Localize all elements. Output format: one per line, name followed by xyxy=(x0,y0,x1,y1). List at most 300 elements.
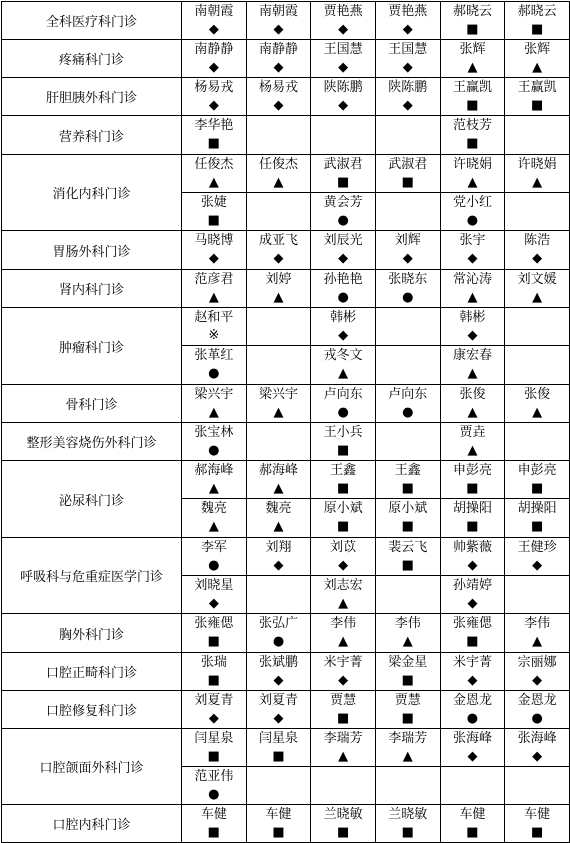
doctor-name: 刘文媛 xyxy=(517,272,557,287)
doctor-name: 贾慧 xyxy=(394,693,421,708)
session-symbol: ■ xyxy=(207,136,220,151)
table-row xyxy=(2,40,570,78)
session-symbol: ■ xyxy=(530,98,544,113)
doctor-cell xyxy=(505,538,570,576)
doctor-cell xyxy=(375,385,440,423)
doctor-cell xyxy=(505,40,570,78)
doctor-cell xyxy=(182,767,247,805)
doctor-cell xyxy=(440,576,505,614)
doctor-name: 车健 xyxy=(459,807,486,822)
doctor-cell xyxy=(182,423,247,461)
session-symbol: ● xyxy=(337,290,349,305)
session-symbol: ▲ xyxy=(467,405,478,420)
doctor-cell xyxy=(375,805,440,843)
table-row xyxy=(2,805,570,843)
session-symbol: ▲ xyxy=(467,60,478,75)
doctor-cell xyxy=(440,499,505,538)
session-symbol: ▲ xyxy=(273,481,284,496)
doctor-cell xyxy=(440,193,505,231)
session-symbol: ■ xyxy=(401,519,414,534)
doctor-name: 张弘广 xyxy=(258,616,298,631)
doctor-cell xyxy=(505,155,570,193)
department-name: 消化内科门诊 xyxy=(2,155,182,231)
department-name: 胸外科门诊 xyxy=(2,614,182,653)
session-symbol: ■ xyxy=(530,825,544,840)
session-symbol: ◆ xyxy=(273,22,284,37)
doctor-name: 卢向东 xyxy=(388,387,428,402)
doctor-cell xyxy=(440,308,505,346)
doctor-cell xyxy=(182,499,247,538)
doctor-name: 李瑞芳 xyxy=(388,731,428,746)
doctor-name: 宗丽娜 xyxy=(517,655,557,670)
doctor-cell xyxy=(375,40,440,78)
doctor-cell xyxy=(505,461,570,499)
doctor-name: 贾垚 xyxy=(459,425,486,440)
doctor-cell xyxy=(505,385,570,423)
session-symbol: ◆ xyxy=(208,60,219,75)
doctor-cell xyxy=(311,653,376,691)
doctor-cell xyxy=(440,653,505,691)
doctor-name: 梁金星 xyxy=(388,655,428,670)
session-symbol: ▲ xyxy=(467,175,478,190)
doctor-cell xyxy=(505,653,570,691)
table-row xyxy=(2,385,570,423)
doctor-name: 张俊 xyxy=(524,387,551,402)
doctor-name: 南朝霞 xyxy=(194,4,234,19)
doctor-cell xyxy=(311,231,376,270)
session-symbol: ■ xyxy=(401,673,414,688)
doctor-name: 刘辉 xyxy=(394,233,421,248)
doctor-cell xyxy=(375,691,440,729)
doctor-cell xyxy=(311,40,376,78)
session-symbol: ◆ xyxy=(273,60,284,75)
doctor-cell xyxy=(182,691,247,729)
session-symbol: ◆ xyxy=(467,749,478,764)
session-symbol: ■ xyxy=(466,634,479,649)
doctor-name: 张晓东 xyxy=(388,272,428,287)
doctor-cell xyxy=(375,538,440,576)
doctor-name: 任俊杰 xyxy=(258,157,298,172)
department-name: 胃肠外科门诊 xyxy=(2,231,182,270)
doctor-name: 张辉 xyxy=(459,42,486,57)
department-name: 口腔修复科门诊 xyxy=(2,691,182,729)
doctor-cell xyxy=(246,385,311,423)
doctor-cell xyxy=(505,499,570,538)
doctor-name: 刘夏青 xyxy=(194,693,234,708)
doctor-cell xyxy=(311,767,376,805)
doctor-name: 帅紫薇 xyxy=(452,540,492,555)
session-symbol: ▲ xyxy=(273,405,284,420)
doctor-cell xyxy=(182,40,247,78)
doctor-cell xyxy=(311,423,376,461)
doctor-name: 郝晓云 xyxy=(517,4,557,19)
table-row xyxy=(2,308,570,346)
doctor-name: 张雍偲 xyxy=(194,616,234,631)
doctor-name: 南朝霞 xyxy=(258,4,298,19)
doctor-cell xyxy=(182,2,247,40)
doctor-cell xyxy=(505,78,570,116)
department-name: 肝胆胰外科门诊 xyxy=(2,78,182,116)
doctor-name: 马晓博 xyxy=(194,233,234,248)
doctor-name: 魏亮 xyxy=(265,501,292,516)
clinic-schedule-table xyxy=(1,1,570,843)
session-symbol: ◆ xyxy=(208,596,219,611)
session-symbol: ◆ xyxy=(338,60,349,75)
session-symbol: ◆ xyxy=(273,673,284,688)
doctor-cell xyxy=(182,653,247,691)
doctor-cell xyxy=(440,155,505,193)
doctor-cell xyxy=(375,308,440,346)
session-symbol: ● xyxy=(402,290,414,305)
doctor-cell xyxy=(311,805,376,843)
session-symbol: ▲ xyxy=(338,634,349,649)
session-symbol: ◆ xyxy=(338,558,349,573)
doctor-name: 胡操阳 xyxy=(452,501,492,516)
doctor-name: 贾艳燕 xyxy=(388,4,428,19)
doctor-cell xyxy=(375,767,440,805)
doctor-name: 李军 xyxy=(200,540,227,555)
doctor-name: 韩彬 xyxy=(459,310,486,325)
doctor-cell xyxy=(246,40,311,78)
doctor-cell xyxy=(505,116,570,155)
doctor-cell xyxy=(440,423,505,461)
doctor-cell xyxy=(182,729,247,767)
doctor-name: 申彭亮 xyxy=(517,463,557,478)
doctor-cell xyxy=(246,767,311,805)
doctor-name: 郝晓云 xyxy=(452,4,492,19)
doctor-cell xyxy=(375,576,440,614)
department-name: 疼痛科门诊 xyxy=(2,40,182,78)
doctor-cell xyxy=(246,461,311,499)
session-symbol: ■ xyxy=(336,443,350,458)
doctor-name: 孙靖婷 xyxy=(452,578,492,593)
doctor-cell xyxy=(311,461,376,499)
doctor-cell xyxy=(440,116,505,155)
session-symbol: ● xyxy=(466,711,479,726)
doctor-name: 南静静 xyxy=(194,42,234,57)
doctor-cell xyxy=(246,270,311,308)
doctor-cell xyxy=(311,2,376,40)
session-symbol: ◆ xyxy=(208,251,219,266)
doctor-cell xyxy=(182,270,247,308)
session-symbol: ◆ xyxy=(208,98,219,113)
doctor-name: 车健 xyxy=(524,807,551,822)
doctor-cell xyxy=(440,729,505,767)
table-row xyxy=(2,2,570,40)
doctor-name: 梁兴宇 xyxy=(194,387,234,402)
doctor-name: 党小红 xyxy=(452,195,492,210)
doctor-name: 范亚伟 xyxy=(194,769,234,784)
doctor-name: 刘婷 xyxy=(265,272,292,287)
doctor-cell xyxy=(505,2,570,40)
session-symbol: ※ xyxy=(208,328,220,343)
session-symbol: ● xyxy=(337,213,349,228)
session-symbol: ● xyxy=(402,405,414,420)
session-symbol: ● xyxy=(208,558,220,573)
session-symbol: ■ xyxy=(466,22,479,37)
doctor-name: 范枝芳 xyxy=(452,118,492,133)
session-symbol: ■ xyxy=(272,825,285,840)
doctor-cell xyxy=(375,499,440,538)
session-symbol: ◆ xyxy=(402,98,413,113)
doctor-cell xyxy=(311,576,376,614)
session-symbol: ◆ xyxy=(338,251,349,266)
doctor-name: 王鑫 xyxy=(394,463,421,478)
doctor-name: 王赢凯 xyxy=(517,80,557,95)
session-symbol: ■ xyxy=(401,558,414,573)
doctor-name: 李华艳 xyxy=(194,118,234,133)
session-symbol: ◆ xyxy=(402,60,413,75)
doctor-cell xyxy=(311,538,376,576)
session-symbol: ▲ xyxy=(208,290,219,305)
doctor-cell xyxy=(246,308,311,346)
doctor-cell xyxy=(182,805,247,843)
doctor-cell xyxy=(505,346,570,385)
doctor-cell xyxy=(505,805,570,843)
department-name: 肾内科门诊 xyxy=(2,270,182,308)
doctor-name: 韩彬 xyxy=(330,310,357,325)
department-name: 口腔正畸科门诊 xyxy=(2,653,182,691)
department-name: 口腔颌面外科门诊 xyxy=(2,729,182,805)
session-symbol: ◆ xyxy=(208,22,219,37)
doctor-cell xyxy=(182,78,247,116)
doctor-cell xyxy=(505,231,570,270)
doctor-name: 张瑞 xyxy=(200,655,227,670)
doctor-cell xyxy=(375,155,440,193)
session-symbol: ■ xyxy=(466,136,479,151)
session-symbol: ▲ xyxy=(208,481,219,496)
doctor-cell xyxy=(311,78,376,116)
session-symbol: ■ xyxy=(401,825,414,840)
session-symbol: ● xyxy=(531,711,543,726)
session-symbol: ● xyxy=(208,787,220,802)
doctor-name: 杨易戎 xyxy=(258,80,298,95)
doctor-cell xyxy=(440,40,505,78)
doctor-name: 张俊 xyxy=(459,387,486,402)
doctor-name: 张宇 xyxy=(459,233,486,248)
doctor-name: 兰晓敏 xyxy=(323,807,363,822)
session-symbol: ◆ xyxy=(532,251,543,266)
doctor-name: 刘志宏 xyxy=(323,578,363,593)
session-symbol: ◆ xyxy=(532,558,543,573)
session-symbol: ■ xyxy=(336,825,350,840)
session-symbol: ▲ xyxy=(273,175,284,190)
doctor-name: 王鑫 xyxy=(330,463,357,478)
session-symbol: ▲ xyxy=(467,443,478,458)
doctor-name: 张婕 xyxy=(200,195,227,210)
table-row xyxy=(2,691,570,729)
session-symbol: ■ xyxy=(336,711,350,726)
session-symbol: ◆ xyxy=(402,22,413,37)
session-symbol: ■ xyxy=(336,519,350,534)
doctor-cell xyxy=(182,155,247,193)
table-row xyxy=(2,116,570,155)
doctor-name: 贾慧 xyxy=(330,693,357,708)
doctor-cell xyxy=(440,767,505,805)
doctor-cell xyxy=(182,385,247,423)
table-row xyxy=(2,155,570,193)
session-symbol: ◆ xyxy=(467,251,478,266)
table-row xyxy=(2,423,570,461)
doctor-cell xyxy=(505,729,570,767)
doctor-cell xyxy=(375,231,440,270)
doctor-name: 王国慧 xyxy=(323,42,363,57)
doctor-cell xyxy=(246,614,311,653)
table-row xyxy=(2,538,570,576)
session-symbol: ◆ xyxy=(467,673,478,688)
doctor-cell xyxy=(375,614,440,653)
session-symbol: ◆ xyxy=(208,711,219,726)
doctor-cell xyxy=(182,576,247,614)
doctor-cell xyxy=(311,193,376,231)
doctor-cell xyxy=(375,729,440,767)
session-symbol: ▲ xyxy=(532,634,543,649)
session-symbol: ▲ xyxy=(338,366,349,381)
session-symbol: ◆ xyxy=(467,596,478,611)
doctor-cell xyxy=(311,614,376,653)
doctor-cell xyxy=(246,538,311,576)
session-symbol: ● xyxy=(208,366,220,381)
table-row xyxy=(2,270,570,308)
doctor-cell xyxy=(311,346,376,385)
session-symbol: ◆ xyxy=(532,673,543,688)
doctor-name: 李瑞芳 xyxy=(323,731,363,746)
department-name: 骨科门诊 xyxy=(2,385,182,423)
session-symbol: ● xyxy=(272,634,285,649)
doctor-cell xyxy=(440,691,505,729)
doctor-name: 康宏春 xyxy=(452,348,492,363)
session-symbol: ◆ xyxy=(532,749,543,764)
doctor-cell xyxy=(246,653,311,691)
session-symbol: ◆ xyxy=(338,22,349,37)
doctor-cell xyxy=(505,767,570,805)
doctor-name: 贾艳燕 xyxy=(323,4,363,19)
doctor-name: 裴云飞 xyxy=(388,540,428,555)
doctor-name: 王小兵 xyxy=(323,425,363,440)
doctor-cell xyxy=(246,576,311,614)
session-symbol: ◆ xyxy=(273,98,284,113)
doctor-name: 刘翔 xyxy=(265,540,292,555)
doctor-name: 张海峰 xyxy=(452,731,492,746)
session-symbol: ◆ xyxy=(467,328,478,343)
doctor-cell xyxy=(375,2,440,40)
session-symbol: ◆ xyxy=(273,251,284,266)
doctor-cell xyxy=(246,78,311,116)
doctor-name: 刘夏青 xyxy=(258,693,298,708)
session-symbol: ▲ xyxy=(273,290,284,305)
table-row xyxy=(2,461,570,499)
doctor-name: 南静静 xyxy=(258,42,298,57)
session-symbol: ◆ xyxy=(338,673,349,688)
doctor-name: 张海峰 xyxy=(517,731,557,746)
doctor-name: 米宇菁 xyxy=(323,655,363,670)
doctor-cell xyxy=(246,193,311,231)
doctor-name: 许晓娟 xyxy=(517,157,557,172)
doctor-cell xyxy=(505,576,570,614)
doctor-name: 卢向东 xyxy=(323,387,363,402)
doctor-cell xyxy=(246,805,311,843)
doctor-cell xyxy=(375,116,440,155)
session-symbol: ■ xyxy=(530,519,544,534)
doctor-name: 魏亮 xyxy=(200,501,227,516)
doctor-cell xyxy=(246,423,311,461)
table-row xyxy=(2,614,570,653)
doctor-name: 梁兴宇 xyxy=(258,387,298,402)
doctor-name: 原小斌 xyxy=(388,501,428,516)
session-symbol: ▲ xyxy=(338,596,349,611)
session-symbol: ▲ xyxy=(338,749,349,764)
doctor-cell xyxy=(182,538,247,576)
session-symbol: ■ xyxy=(207,673,220,688)
doctor-name: 金恩龙 xyxy=(452,693,492,708)
doctor-cell xyxy=(440,385,505,423)
doctor-name: 张宝林 xyxy=(194,425,234,440)
doctor-cell xyxy=(375,653,440,691)
doctor-cell xyxy=(311,270,376,308)
session-symbol: ● xyxy=(466,213,479,228)
doctor-cell xyxy=(182,614,247,653)
doctor-cell xyxy=(246,116,311,155)
session-symbol: ■ xyxy=(466,519,479,534)
doctor-cell xyxy=(440,538,505,576)
doctor-cell xyxy=(182,231,247,270)
doctor-cell xyxy=(375,423,440,461)
session-symbol: ■ xyxy=(401,711,414,726)
session-symbol: ▲ xyxy=(532,175,543,190)
session-symbol: ● xyxy=(208,443,220,458)
doctor-name: 金恩龙 xyxy=(517,693,557,708)
doctor-name: 成亚飞 xyxy=(258,233,298,248)
doctor-name: 郝海峰 xyxy=(258,463,298,478)
doctor-name: 任俊杰 xyxy=(194,157,234,172)
doctor-name: 黄会芳 xyxy=(323,195,363,210)
department-name: 营养科门诊 xyxy=(2,116,182,155)
department-name: 整形美容烧伤外科门诊 xyxy=(2,423,182,461)
doctor-name: 原小斌 xyxy=(323,501,363,516)
doctor-name: 王赢凯 xyxy=(452,80,492,95)
doctor-cell xyxy=(505,691,570,729)
doctor-cell xyxy=(182,116,247,155)
doctor-cell xyxy=(375,270,440,308)
session-symbol: ■ xyxy=(466,98,479,113)
doctor-name: 武淑君 xyxy=(388,157,428,172)
doctor-cell xyxy=(246,499,311,538)
doctor-cell xyxy=(246,729,311,767)
session-symbol: ■ xyxy=(207,634,220,649)
doctor-name: 李伟 xyxy=(330,616,357,631)
doctor-cell xyxy=(440,805,505,843)
doctor-name: 王健珍 xyxy=(517,540,557,555)
session-symbol: ◆ xyxy=(338,328,349,343)
doctor-name: 杨易戎 xyxy=(194,80,234,95)
doctor-name: 陕陈鹏 xyxy=(323,80,363,95)
doctor-name: 孙艳艳 xyxy=(323,272,363,287)
doctor-cell xyxy=(311,691,376,729)
doctor-cell xyxy=(505,308,570,346)
table-row xyxy=(2,231,570,270)
doctor-name: 米宇菁 xyxy=(452,655,492,670)
session-symbol: ■ xyxy=(466,481,479,496)
doctor-name: 闫星泉 xyxy=(258,731,298,746)
session-symbol: ▲ xyxy=(467,290,478,305)
doctor-name: 王国慧 xyxy=(388,42,428,57)
doctor-name: 戎冬文 xyxy=(323,348,363,363)
session-symbol: ■ xyxy=(336,481,350,496)
doctor-name: 陈浩 xyxy=(524,233,551,248)
session-symbol: ▲ xyxy=(532,290,543,305)
department-name: 呼吸科与危重症医学门诊 xyxy=(2,538,182,614)
session-symbol: ■ xyxy=(207,213,220,228)
